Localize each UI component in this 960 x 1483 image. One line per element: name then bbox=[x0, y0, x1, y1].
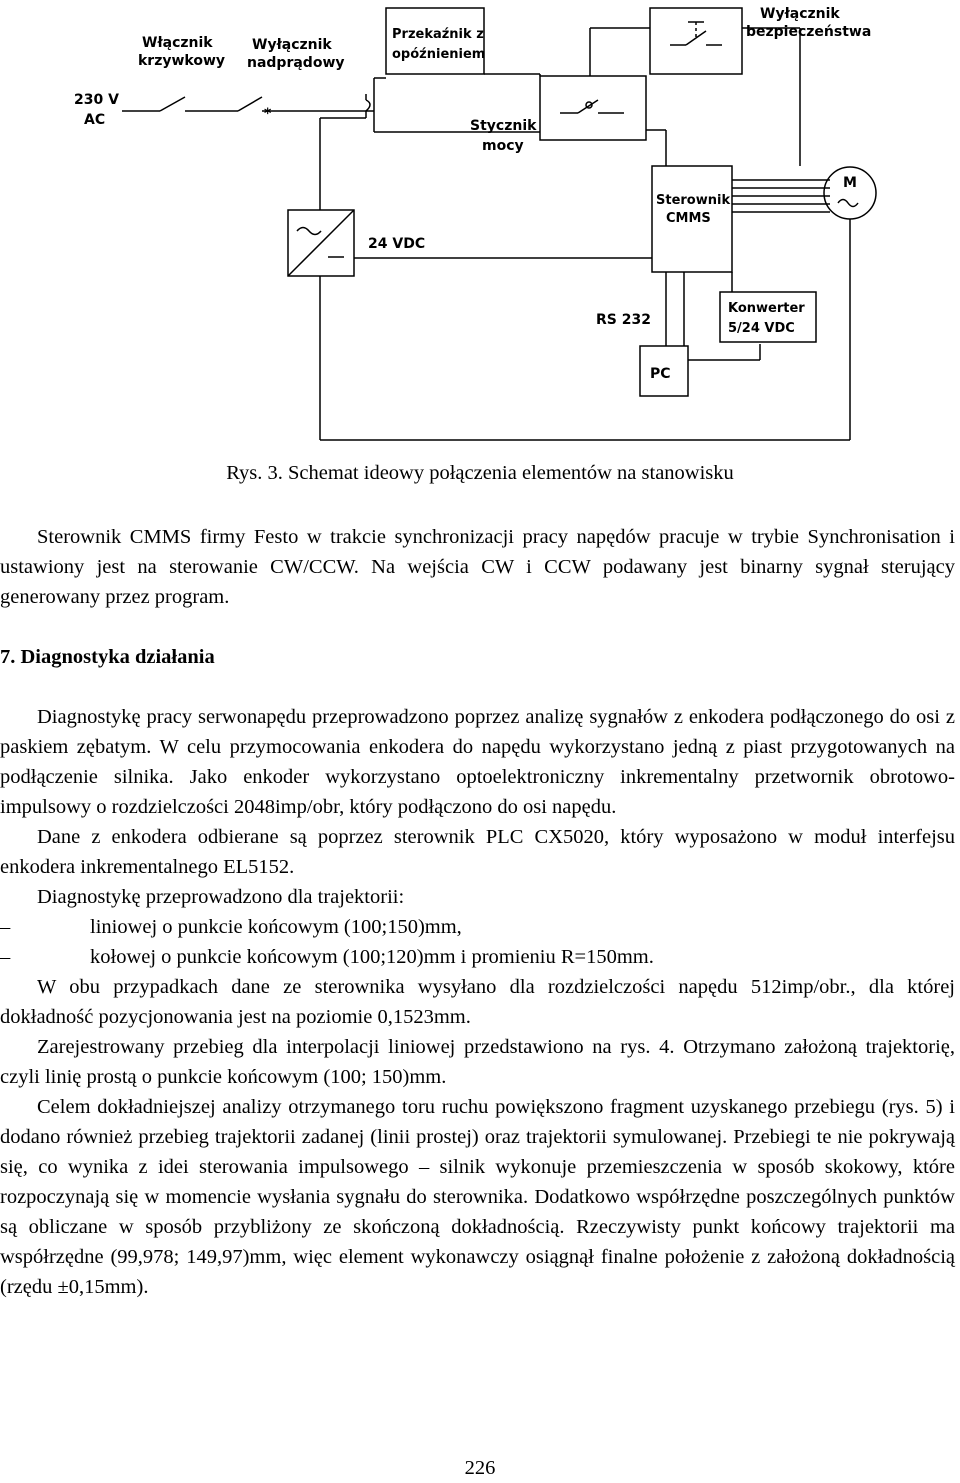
safety-switch-label-1: Wyłącznik bbox=[760, 6, 840, 22]
paragraph-6: Zarejestrowany przebieg dla interpolacji liniowej przedstawiono na rys. 4. Otrzymano założoną trajektorię, czyli linię prostą o punkcie końcowym (100; 150)mm. bbox=[0, 1036, 955, 1088]
contactor-label-2: mocy bbox=[482, 138, 524, 154]
section-heading: 7. Diagnostyka działania bbox=[0, 646, 215, 668]
list-dash: – bbox=[0, 916, 11, 938]
delay-relay-label-2: opóźnieniem bbox=[392, 47, 486, 62]
converter-label-2: 5/24 VDC bbox=[728, 321, 795, 336]
list-item bbox=[0, 912, 955, 942]
list-item-text: liniowej o punkcie końcowym (100;150)mm, bbox=[90, 916, 462, 938]
pc-label: PC bbox=[650, 366, 671, 382]
paragraph-4: Diagnostykę przeprowadzono dla trajektorii: bbox=[37, 886, 405, 908]
paragraph-2: Diagnostykę pracy serwonapędu przeprowadzono poprzez analizę sygnałów z enkodera podłączonego do osi z paskiem zębatym. W celu przymocowania enkodera do napędu wykorzystano jedną z piast przygotowanych na podłączenie silnika. Jako enkoder wykorzystano optoelektroniczny inkrementalny przetwornik obrotowo-impulsowy o rozdzielczości 2048imp/obr, który podłączono do osi napędu. bbox=[0, 706, 955, 818]
motor-label: M bbox=[843, 175, 857, 191]
overcurrent-switch-label-2: nadprądowy bbox=[247, 55, 345, 71]
delay-relay-label-1: Przekaźnik z bbox=[392, 27, 484, 42]
supply-label-1: 230 V bbox=[74, 92, 119, 108]
wiring-diagram bbox=[0, 0, 960, 450]
list-dash: – bbox=[0, 946, 11, 968]
list-item-text: kołowej o punkcie końcowym (100;120)mm i promieniu R=150mm. bbox=[90, 946, 654, 968]
overcurrent-mark: * bbox=[264, 106, 272, 122]
overcurrent-switch-label-1: Wyłącznik bbox=[252, 37, 332, 53]
controller-label-1: Sterownik bbox=[656, 193, 731, 208]
paragraph-7: Celem dokładniejszej analizy otrzymanego toru ruchu powiększono fragment uzyskanego przebiegu (rys. 5) i dodano również przebieg trajektorii zadanej (linii prostej) oraz trajektorii symulowanej. Przebiegi te nie pokrywają się, co wynika z idei sterowania impulsowego – silnik wykonuje przemieszczenia w sposób skokowy, które rozpoczynają się w momencie wysłania sygnału do sterownika. Dodatkowo współrzędne poszczególnych punktów są obliczane w sposób przybliżony ze skończoną dokładnością. Rzeczywisty punkt końcowy trajektorii ma współrzędne (99,978; 149,97)mm, więc element wykonawczy osiągnął finalne położenie z założoną dokładnością (rzędu ±0,15mm). bbox=[0, 1096, 955, 1298]
supply-label-2: AC bbox=[84, 112, 106, 128]
body-text-block-1 bbox=[0, 522, 955, 612]
cam-switch-label-1: Włącznik bbox=[142, 35, 213, 51]
rs232-label: RS 232 bbox=[596, 312, 651, 328]
page-number: 226 bbox=[464, 1457, 496, 1479]
list-item bbox=[0, 942, 955, 972]
paragraph-1: Sterownik CMMS firmy Festo w trakcie synchronizacji pracy napędów pracuje w trybie Synchronisation i ustawiony jest na sterowanie CW/CCW. Na wejścia CW i CCW podawany jest binarny sygnał sterujący generowany przez program. bbox=[0, 526, 955, 608]
controller-label-2: CMMS bbox=[666, 211, 711, 226]
body-text-block-2 bbox=[0, 702, 955, 1302]
paragraph-3: Dane z enkodera odbierane są poprzez sterownik PLC CX5020, który wyposażono w moduł interfejsu enkodera inkrementalnego EL5152. bbox=[0, 826, 955, 878]
cam-switch-label-2: krzywkowy bbox=[138, 53, 226, 69]
figure-caption: Rys. 3. Schemat ideowy połączenia elementów na stanowisku bbox=[226, 462, 734, 484]
section-heading-block bbox=[0, 642, 955, 672]
paragraph-5: W obu przypadkach dane ze sterownika wysyłano dla rozdzielczości napędu 512imp/obr., dla której dokładność pozycjonowania jest na poziomie 0,1523mm. bbox=[0, 976, 955, 1028]
converter-label-1: Konwerter bbox=[728, 301, 805, 316]
vdc24-label: 24 VDC bbox=[368, 236, 426, 252]
safety-switch-label-2: bezpieczeństwa bbox=[746, 24, 872, 40]
contactor-label-1: Stycznik bbox=[470, 118, 537, 134]
